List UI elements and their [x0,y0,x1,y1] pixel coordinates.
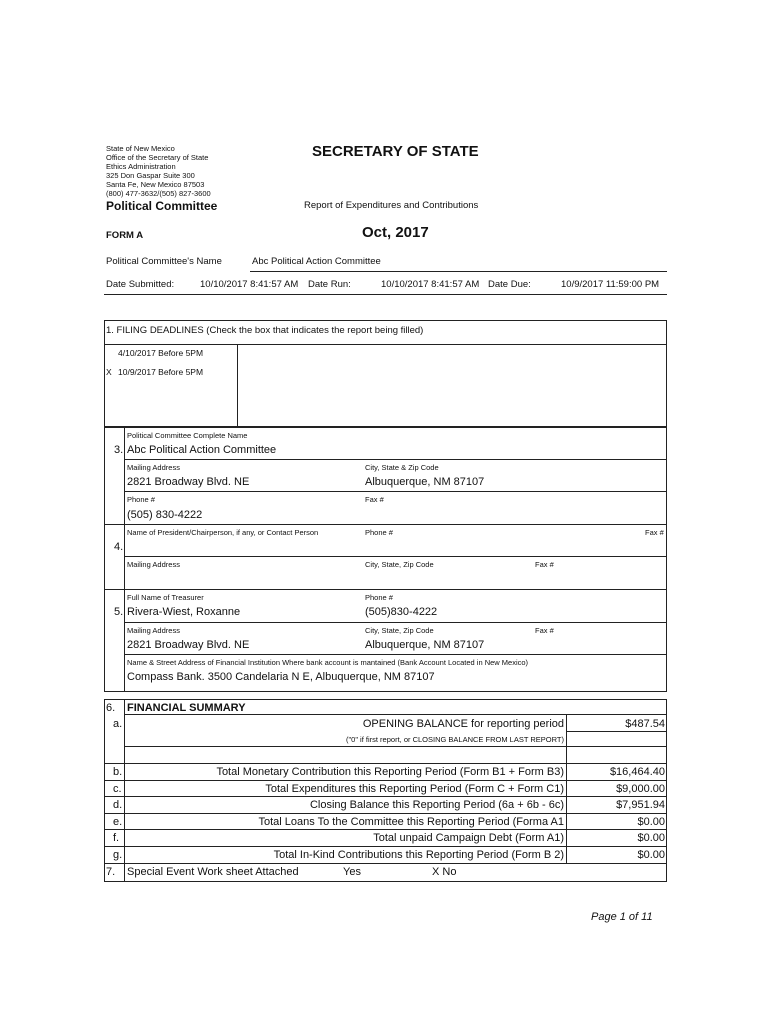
president-label: Name of President/Chairperson, if any, or Contact Person [127,528,319,537]
divider [104,813,667,814]
phone-value[interactable]: (505) 830-4222 [127,509,203,521]
committee-type: Political Committee [106,199,218,213]
row-letter: a. [113,718,123,730]
treasurer-city-label: City, State, Zip Code [365,626,434,635]
row-letter: f. [113,832,120,844]
divider [124,556,667,557]
agency-address [106,144,211,198]
president-fax-label-2: Fax # [535,560,554,569]
row-letter: c. [113,783,122,795]
president-phone-label: Phone # [365,528,393,537]
treasurer-value[interactable]: Rivera-Wiest, Roxanne [127,606,241,618]
divider [104,589,667,590]
divider [237,344,238,427]
date-due-label: Date Due: [488,279,531,290]
report-title: Report of Expenditures and Contributions [304,200,479,211]
agency-line: Office of the Secretary of State [106,153,209,162]
section-7-number: 7. [106,866,116,878]
page-title: SECRETARY OF STATE [312,143,479,160]
section-6-number: 6. [106,702,116,714]
mailing-label: Mailing Address [127,463,180,472]
row-value[interactable]: $7,951.94 [616,799,665,811]
divider [124,699,125,882]
deadline-text: 10/9/2017 Before 5PM [118,367,204,377]
report-period: Oct, 2017 [362,224,429,241]
divider [124,491,667,492]
form-label: FORM A [106,230,144,241]
special-event-label: Special Event Work sheet Attached [127,866,299,878]
bank-value[interactable]: Compass Bank. 3500 Candelaria N E, Albuquerque, NM 87107 [127,671,435,683]
row-value[interactable]: $16,464.40 [609,766,665,778]
divider [104,763,667,764]
section-4-number: 4. [114,541,124,553]
deadline-text: 4/10/2017 Before 5PM [118,348,204,358]
deadline-mark: X [106,367,112,377]
divider [124,622,667,623]
treasurer-city-value[interactable]: Albuquerque, NM 87107 [365,639,485,651]
page-number: Page 1 of 11 [591,911,653,923]
date-run-value: 10/10/2017 8:41:57 AM [381,279,480,290]
divider [104,846,667,847]
row-value[interactable]: $0.00 [637,816,665,828]
divider [104,796,667,797]
city-value[interactable]: Albuquerque, NM 87107 [365,476,485,488]
agency-line: (800) 477-3632/(505) 827-3600 [106,189,211,198]
agency-line: 325 Don Gaspar Suite 300 [106,171,195,180]
deadline-option[interactable] [106,348,203,358]
president-mailing-label: Mailing Address [127,560,180,569]
agency-line: Ethics Administration [106,162,176,171]
filing-deadlines-title: 1. FILING DEADLINES (Check the box that indicates the report being filled) [106,325,424,336]
divider [104,863,667,864]
treasurer-phone-label: Phone # [365,593,393,602]
bank-label: Name & Street Address of Financial Institution Where bank account is mantained (Bank Account Located in New Mexico) [127,658,529,667]
row-label: Total Expenditures this Reporting Period (Form C + Form C1) [265,783,564,795]
section-5-number: 5. [114,606,124,618]
special-event-no[interactable]: X No [432,866,457,878]
agency-line: Santa Fe, New Mexico 87503 [106,180,205,189]
treasurer-fax-label: Fax # [535,626,554,635]
complete-name-label: Political Committee Complete Name [127,431,248,440]
opening-balance-value[interactable]: $487.54 [625,718,665,730]
divider [566,731,667,732]
divider [104,344,667,345]
treasurer-mailing-value[interactable]: 2821 Broadway Blvd. NE [127,639,250,651]
row-letter: d. [113,799,123,811]
committee-name-value: Abc Political Action Committee [252,256,381,267]
date-submitted-label: Date Submitted: [106,279,175,290]
row-label: Total Loans To the Committee this Reporting Period (Forma A1 [258,816,564,828]
divider [104,524,667,525]
complete-name-value[interactable]: Abc Political Action Committee [127,444,277,456]
row-letter: e. [113,816,123,828]
divider [124,427,125,692]
row-letter: b. [113,766,123,778]
row-label: Closing Balance this Reporting Period (6a + 6b - 6c) [309,799,564,811]
agency-line: State of New Mexico [106,144,175,153]
special-event-yes[interactable]: Yes [343,866,361,878]
row-letter: g. [113,849,123,861]
city-label: City, State & Zip Code [365,463,439,472]
opening-balance-label: OPENING BALANCE for reporting period [362,718,564,730]
treasurer-mailing-label: Mailing Address [127,626,180,635]
name-underline [250,271,667,272]
divider [104,780,667,781]
phone-label: Phone # [127,495,155,504]
president-fax-label: Fax # [645,528,664,537]
deadline-option[interactable] [106,367,203,377]
date-submitted-value: 10/10/2017 8:41:57 AM [200,279,299,290]
section-3-number: 3. [114,444,124,456]
divider [104,829,667,830]
row-label: Total In-Kind Contributions this Reporting Period (Form B 2) [273,849,564,861]
divider [124,654,667,655]
divider [124,714,667,715]
row-value[interactable]: $0.00 [637,832,665,844]
committee-name-label: Political Committee's Name [106,256,222,267]
treasurer-phone-value[interactable]: (505)830-4222 [365,606,438,618]
row-label: Total unpaid Campaign Debt (Form A1) [373,832,564,844]
dates-underline [104,294,667,295]
divider [124,459,667,460]
divider [124,746,667,747]
opening-balance-note: ("0" if first report, or CLOSING BALANCE FROM LAST REPORT) [345,735,564,744]
treasurer-label: Full Name of Treasurer [127,593,204,602]
president-city-label: City, State, Zip Code [365,560,434,569]
date-due-value: 10/9/2017 11:59:00 PM [561,279,660,290]
summary-title: FINANCIAL SUMMARY [127,702,246,714]
divider [566,714,567,864]
fax-label: Fax # [365,495,384,504]
mailing-value[interactable]: 2821 Broadway Blvd. NE [127,476,250,488]
row-value[interactable]: $9,000.00 [616,783,665,795]
date-run-label: Date Run: [308,279,351,290]
row-label: Total Monetary Contribution this Reporting Period (Form B1 + Form B3) [216,766,564,778]
row-value[interactable]: $0.00 [637,849,665,861]
